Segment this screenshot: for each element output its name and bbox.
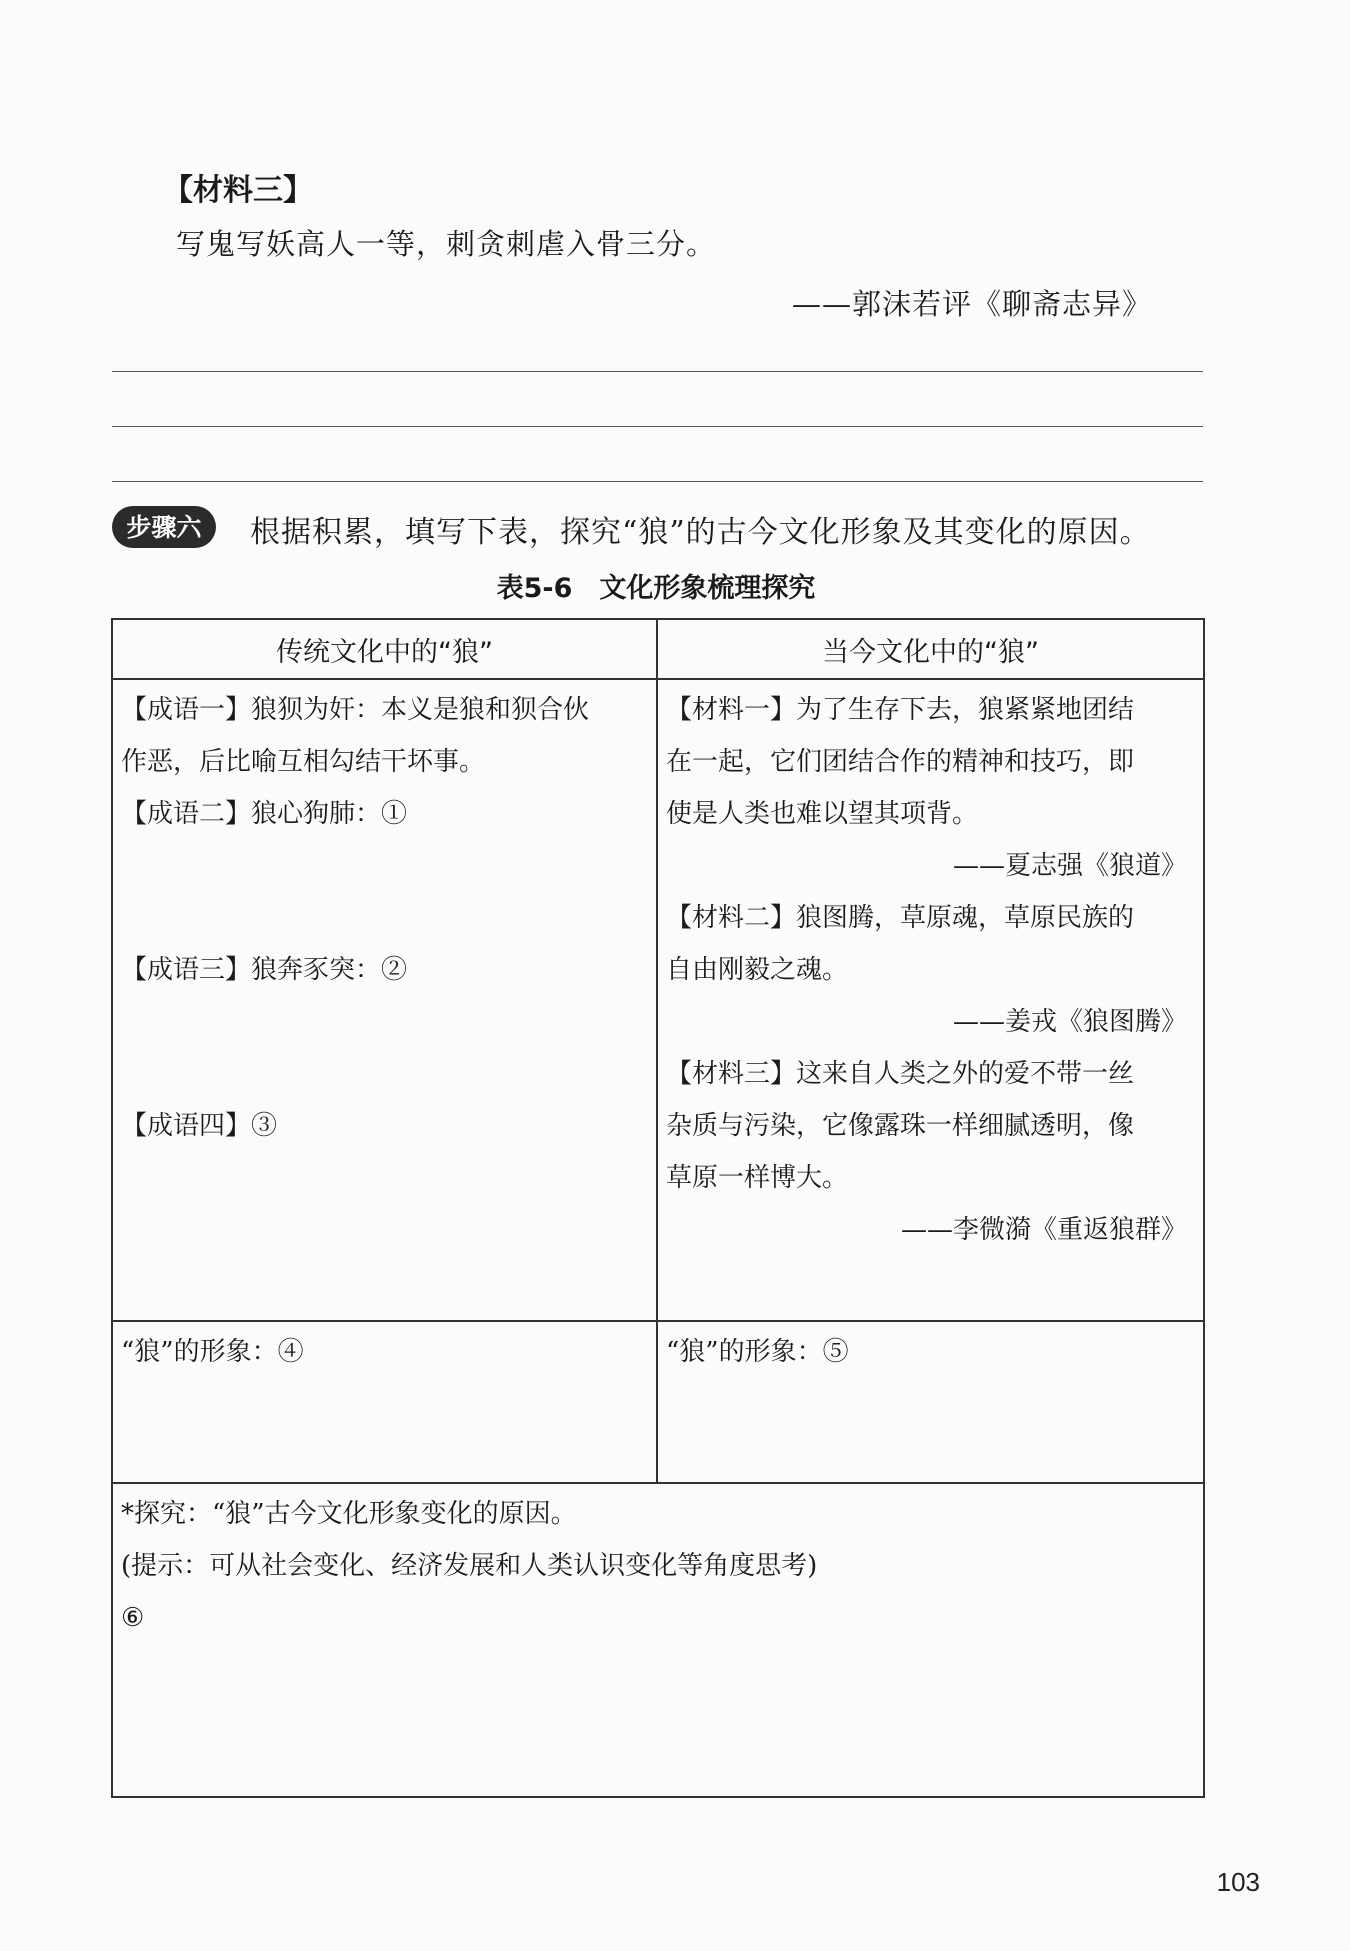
culture-image-table	[111, 618, 1205, 1798]
modern-image-label: “狼”的形象：⑤	[666, 1337, 849, 1367]
idiom-1-line1: 【成语一】狼狈为奸：本义是狼和狈合伙	[121, 695, 590, 725]
idiom-4[interactable]: 【成语四】③	[121, 1111, 278, 1141]
traditional-image-label: “狼”的形象：④	[121, 1337, 304, 1367]
material-1-line1: 【材料一】为了生存下去，狼紧紧地团结	[666, 695, 1135, 725]
page-number: 103	[1216, 1867, 1260, 1897]
material-1-line3: 使是人类也难以望其项背。	[666, 799, 979, 829]
material-1-line2: 在一起，它们团结合作的精神和技巧，即	[666, 747, 1135, 777]
modern-materials-cell	[657, 679, 1204, 1321]
material-3-attribution: ——李微漪《重返狼群》	[900, 1215, 1187, 1245]
material-2-attribution: ——姜戎《狼图腾》	[952, 1007, 1187, 1037]
answer-line[interactable]	[112, 481, 1203, 482]
explore-answer-mark[interactable]: ⑥	[121, 1603, 145, 1633]
explore-cell[interactable]	[112, 1483, 1204, 1797]
material-2-line2: 自由刚毅之魂。	[666, 955, 849, 985]
material-3-line1: 【材料三】这来自人类之外的爱不带一丝	[666, 1059, 1135, 1089]
step-badge-label: 步骤六	[126, 513, 202, 542]
material-3-line2: 杂质与污染，它像露珠一样细腻透明，像	[666, 1111, 1135, 1141]
material-1-attribution: ——夏志强《狼道》	[952, 851, 1187, 881]
material-attribution: ——郭沫若评《聊斋志异》	[791, 287, 1152, 321]
step-badge	[111, 505, 217, 549]
explore-hint: (提示：可从社会变化、经济发展和人类认识变化等角度思考)	[121, 1551, 818, 1581]
answer-line[interactable]	[112, 426, 1203, 427]
idiom-2[interactable]: 【成语二】狼心狗肺：①	[121, 799, 408, 829]
material-3-line3: 草原一样博大。	[666, 1163, 849, 1193]
idiom-3[interactable]: 【成语三】狼奔豕突：②	[121, 955, 408, 985]
traditional-image-cell[interactable]	[112, 1321, 657, 1483]
table-title: 表5-6 文化形象梳理探究	[496, 573, 816, 604]
material-2-line1: 【材料二】狼图腾，草原魂，草原民族的	[666, 903, 1135, 933]
material-title: 【材料三】	[163, 173, 313, 208]
modern-image-cell[interactable]	[657, 1321, 1204, 1483]
idiom-1-line2: 作恶，后比喻互相勾结干坏事。	[121, 747, 486, 777]
right-header: 当今文化中的“狼”	[657, 619, 1204, 679]
left-header: 传统文化中的“狼”	[112, 619, 657, 679]
traditional-idioms-cell	[112, 679, 657, 1321]
material-quote: 写鬼写妖高人一等，刺贪刺虐入骨三分。	[176, 227, 717, 261]
step-instruction: 根据积累，填写下表，探究“狼”的古今文化形象及其变化的原因。	[250, 515, 1151, 550]
explore-question: *探究：“狼”古今文化形象变化的原因。	[121, 1499, 577, 1529]
answer-line[interactable]	[112, 371, 1203, 372]
